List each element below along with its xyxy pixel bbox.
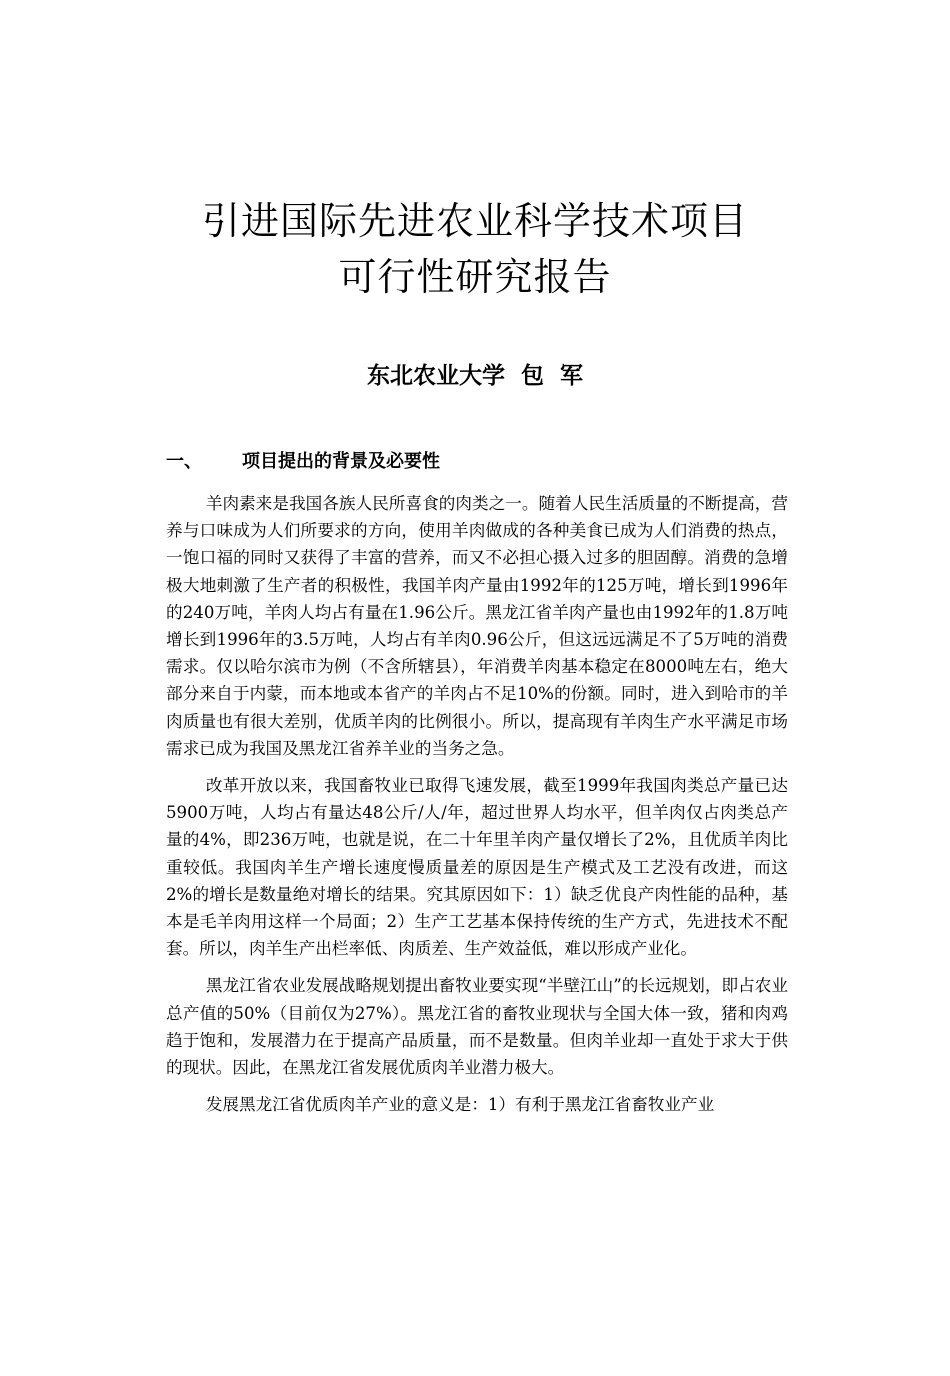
section-heading bbox=[166, 449, 440, 475]
section-number: 一、 bbox=[166, 451, 202, 472]
body-text bbox=[166, 490, 788, 1128]
paragraph: 黑龙江省农业发展战略规划提出畜牧业要实现“半壁江山”的长远规划，即占农业总产值的50%（目前仅为27%）。黑龙江省的畜牧业现状与全国大体一致，猪和肉鸡趋于饱和，发展潜力在于提高产品质量，而不是数量。但肉羊业却一直处于求大于供的现状。因此，在黑龙江省发展优质肉羊业潜力极大。 bbox=[166, 976, 788, 1078]
document-title-line-2: 可行性研究报告 bbox=[338, 255, 612, 299]
paragraph: 改革开放以来，我国畜牧业已取得飞速发展，截至1999年我国肉类总产量已达5900万吨，人均占有量达48公斤/人/年，超过世界人均水平，但羊肉仅占肉类总产量的4%，即236万吨，也就是说，在二十年里羊肉产量仅增长了2%，且优质羊肉比重较低。我国肉羊生产增长速度慢质量差的原因是生产模式及工艺没有改进，而这2%的增长是数量绝对增长的结果。究其原因如下：1）缺乏优良产肉性能的品种，基本是毛羊肉用这样一个局面；2）生产工艺基本保持传统的生产方式，先进技术不配套。所以，肉羊生产出栏率低、肉质差、生产效益低，难以形成产业化。 bbox=[166, 776, 788, 959]
section-title: 项目提出的背景及必要性 bbox=[242, 451, 440, 472]
paragraph: 羊肉素来是我国各族人民所喜食的肉类之一。随着人民生活质量的不断提高，营养与口味成为人们所要求的方向，使用羊肉做成的各种美食已成为人们消费的热点，一饱口福的同时又获得了丰富的营养，而又不必担心摄入过多的胆固醇。消费的急增极大地刺激了生产者的积极性，我国羊肉产量由1992年的125万吨，增长到1996年的240万吨，羊肉人均占有量在1.96公斤。黑龙江省羊肉产量也由1992年的1.8万吨增长到1996年的3.5万吨，人均占有羊肉0.96公斤，但这远远满足不了5万吨的消费需求。仅以哈尔滨市为例（不含所辖县），年消费羊肉基本稳定在8000吨左右，绝大部分来自于内蒙，而本地或本省产的羊肉占不足10%的份额。同时，进入到哈市的羊肉质量也有很大差别，优质羊肉的比例很小。所以，提高现有羊肉生产水平满足市场需求已成为我国及黑龙江省养羊业的当务之急。 bbox=[166, 494, 788, 758]
paragraph: 发展黑龙江省优质肉羊产业的意义是：1）有利于黑龙江省畜牧业产业 bbox=[205, 1095, 715, 1115]
document-title-line-1: 引进国际先进农业科学技术项目 bbox=[201, 199, 748, 243]
author-line: 东北农业大学 包 军 bbox=[366, 363, 584, 389]
